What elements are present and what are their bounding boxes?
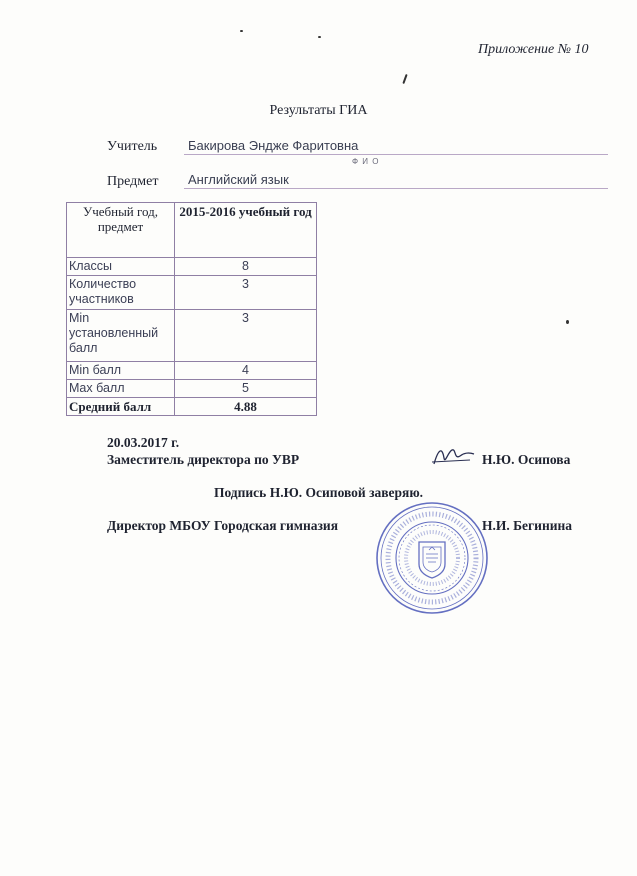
fio-caption: Ф И О bbox=[352, 157, 380, 166]
subject-field bbox=[184, 172, 608, 189]
row-label: Количество участников bbox=[67, 276, 175, 310]
header-year-value: 2015-2016 учебный год bbox=[175, 203, 317, 258]
deputy-name: Н.Ю. Осипова bbox=[482, 452, 571, 467]
row-value: 3 bbox=[175, 310, 317, 362]
appendix-number: Приложение № 10 bbox=[478, 42, 589, 57]
row-value: 3 bbox=[175, 276, 317, 310]
certification-note: Подпись Н.Ю. Осиповой заверяю. bbox=[213, 485, 424, 500]
row-value: 8 bbox=[175, 258, 317, 276]
director-position: Директор МБОУ Городская гимназия bbox=[107, 518, 339, 533]
page-title: Результаты ГИА bbox=[269, 103, 368, 118]
results-table bbox=[66, 202, 317, 416]
table-row-average bbox=[67, 398, 317, 416]
row-label: Средний балл bbox=[67, 398, 175, 416]
deputy-signature bbox=[430, 440, 476, 470]
row-label: Max балл bbox=[67, 380, 175, 398]
deputy-position: Заместитель директора по УВР bbox=[107, 452, 300, 467]
teacher-label: Учитель bbox=[107, 139, 158, 154]
table-row bbox=[67, 258, 317, 276]
subject-name: Английский язык bbox=[188, 172, 289, 187]
row-label: Min балл bbox=[67, 362, 175, 380]
subject-label: Предмет bbox=[107, 174, 159, 189]
teacher-field bbox=[184, 138, 608, 155]
official-stamp bbox=[374, 500, 490, 616]
scan-speck bbox=[318, 36, 321, 38]
table-header-row bbox=[67, 203, 317, 258]
table-row bbox=[67, 362, 317, 380]
table-row bbox=[67, 276, 317, 310]
director-name: Н.И. Бегинина bbox=[482, 518, 573, 533]
row-value: 4.88 bbox=[175, 398, 317, 416]
scan-speck bbox=[240, 30, 243, 32]
header-year-subject: Учебный год, предмет bbox=[67, 203, 175, 258]
document-date: 20.03.2017 г. bbox=[107, 435, 180, 450]
table-row bbox=[67, 310, 317, 362]
row-label: Min установленный балл bbox=[67, 310, 175, 362]
teacher-name: Бакирова Эндже Фаритовна bbox=[188, 138, 359, 153]
row-value: 4 bbox=[175, 362, 317, 380]
scan-speck bbox=[402, 74, 407, 84]
row-value: 5 bbox=[175, 380, 317, 398]
table-row bbox=[67, 380, 317, 398]
scan-speck bbox=[566, 320, 569, 324]
row-label: Классы bbox=[67, 258, 175, 276]
